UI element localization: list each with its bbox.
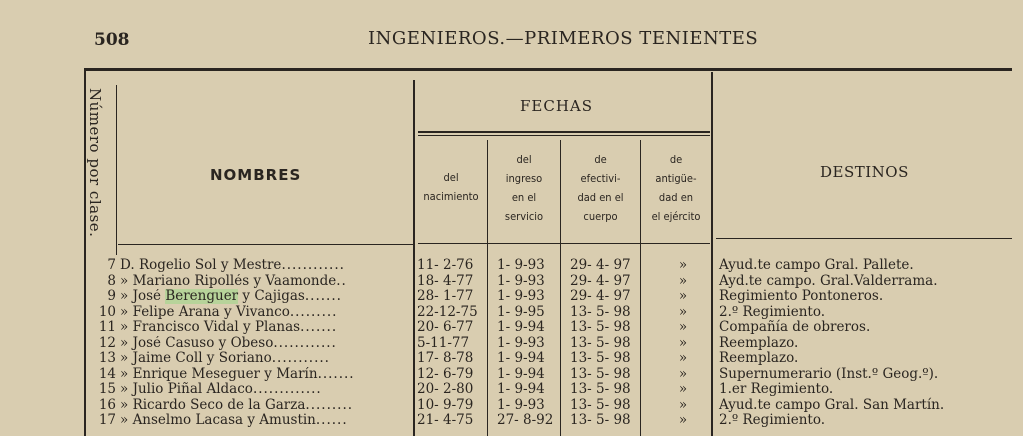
header-bottom-rule-fechas bbox=[418, 243, 710, 244]
numero-por-clase-header: Número por clase. bbox=[86, 88, 104, 238]
row-name-text: Julio Piñal Aldaco bbox=[132, 382, 253, 397]
row-name-text: Ricardo Seco de la Garza bbox=[132, 397, 306, 413]
row-destino: Supernumerario (Inst.º Geog.º). bbox=[719, 365, 939, 382]
row-name-part: y Cajigas bbox=[238, 289, 305, 304]
row-efectividad: 29- 4- 97 bbox=[570, 257, 631, 273]
row-antiguedad: » bbox=[678, 272, 688, 289]
row-nacimiento: 17- 8-78 bbox=[417, 350, 474, 366]
header-bottom-rule bbox=[118, 244, 414, 245]
row-name bbox=[120, 351, 410, 367]
row-destino: Ayud.te campo Gral. San Martín. bbox=[719, 396, 945, 413]
row-ingreso: 1- 9-93 bbox=[497, 257, 545, 273]
row-ingreso: 1- 9-94 bbox=[497, 381, 545, 397]
table-row bbox=[84, 336, 1012, 352]
subheader-efectividad: de efectivi- dad en el cuerpo bbox=[577, 153, 624, 223]
table-row bbox=[84, 305, 1012, 321]
row-number: 8 bbox=[107, 272, 116, 289]
row-antiguedad: » bbox=[678, 303, 688, 320]
top-rule bbox=[84, 68, 1012, 71]
row-number: 15 bbox=[98, 381, 116, 397]
row-leader-dots: ....... bbox=[304, 289, 342, 304]
row-leader-dots: ...... bbox=[315, 413, 348, 428]
row-efectividad: 13- 5- 98 bbox=[570, 319, 631, 335]
row-destino: Ayd.te campo. Gral.Valderrama. bbox=[719, 272, 938, 289]
row-ingreso: 1- 9-94 bbox=[497, 319, 545, 335]
row-leader-dots: ....... bbox=[317, 366, 355, 382]
row-number: 10 bbox=[98, 303, 116, 320]
row-prefix: D. bbox=[120, 258, 135, 273]
subheader-nacimiento: del nacimiento bbox=[423, 171, 479, 203]
subheader-antiguedad: de antigüe- dad en el ejército bbox=[651, 153, 701, 223]
column-divider-numero bbox=[116, 85, 117, 255]
row-name-text: Jaime Coll y Soriano bbox=[132, 351, 272, 366]
subheader-ingreso: del ingreso en el servicio bbox=[504, 153, 544, 223]
row-destino: Reemplazo. bbox=[719, 350, 799, 366]
row-number: 9 bbox=[107, 288, 116, 304]
table-body bbox=[84, 258, 1012, 429]
row-destino: Ayud.te campo Gral. Pallete. bbox=[719, 257, 914, 273]
row-prefix: » bbox=[120, 351, 129, 366]
row-ingreso: 1- 9-93 bbox=[497, 334, 545, 351]
row-name-text: Felipe Arana y Vivanco bbox=[132, 304, 290, 320]
row-number: 7 bbox=[107, 257, 116, 273]
row-name-text: Francisco Vidal y Planas bbox=[132, 320, 301, 335]
row-prefix: » bbox=[120, 273, 129, 289]
row-efectividad: 29- 4- 97 bbox=[570, 272, 631, 289]
row-number: 11 bbox=[98, 319, 116, 335]
row-prefix: » bbox=[120, 397, 129, 413]
row-name-text: Anselmo Lacasa y Amustin bbox=[132, 413, 316, 428]
row-ingreso: 1- 9-95 bbox=[497, 303, 545, 320]
row-name-text: Mariano Ripollés y Vaamonde bbox=[132, 273, 337, 289]
row-prefix: » bbox=[120, 304, 129, 320]
row-leader-dots: ............. bbox=[252, 382, 322, 397]
table-row bbox=[84, 413, 1012, 429]
row-destino: Compañía de obreros. bbox=[719, 319, 871, 335]
row-name bbox=[120, 382, 410, 398]
row-prefix: » bbox=[120, 366, 129, 382]
row-efectividad: 13- 5- 98 bbox=[570, 396, 631, 413]
row-efectividad: 13- 5- 98 bbox=[570, 350, 631, 366]
row-number: 16 bbox=[98, 396, 116, 413]
row-prefix: » bbox=[120, 413, 129, 428]
highlighted-name: Berenguer bbox=[165, 289, 239, 304]
row-leader-dots: ........... bbox=[271, 351, 330, 366]
row-name-text: Enrique Meseguer y Marín bbox=[132, 366, 318, 382]
row-ingreso: 1- 9-93 bbox=[497, 396, 545, 413]
row-prefix: » bbox=[120, 289, 129, 304]
header-bottom-rule-destinos bbox=[716, 238, 1012, 239]
row-efectividad: 13- 5- 98 bbox=[570, 334, 631, 351]
table-row bbox=[84, 289, 1012, 305]
row-name bbox=[120, 274, 410, 290]
row-nacimiento: 20- 2-80 bbox=[417, 381, 474, 397]
row-antiguedad: » bbox=[678, 396, 688, 413]
row-nacimiento: 28- 1-77 bbox=[417, 288, 474, 304]
row-nacimiento: 11- 2-76 bbox=[417, 257, 474, 273]
row-name bbox=[120, 305, 410, 321]
row-ingreso: 1- 9-93 bbox=[497, 288, 545, 304]
row-ingreso: 1- 9-94 bbox=[497, 350, 545, 366]
row-antiguedad: » bbox=[678, 412, 688, 428]
row-antiguedad: » bbox=[678, 319, 688, 335]
row-number: 13 bbox=[98, 350, 116, 366]
row-nacimiento: 21- 4-75 bbox=[417, 412, 474, 428]
row-ingreso: 27- 8-92 bbox=[497, 412, 554, 428]
nombres-header: NOMBRES bbox=[210, 166, 302, 184]
row-efectividad: 13- 5- 98 bbox=[570, 381, 631, 397]
row-efectividad: 13- 5- 98 bbox=[570, 412, 631, 428]
row-destino: Regimiento Pontoneros. bbox=[719, 288, 884, 304]
row-number: 17 bbox=[98, 412, 116, 428]
fechas-underline-2 bbox=[418, 135, 710, 136]
row-name bbox=[120, 367, 410, 383]
row-antiguedad: » bbox=[678, 365, 688, 382]
destinos-header: DESTINOS bbox=[820, 163, 909, 181]
row-leader-dots: .. bbox=[336, 273, 347, 289]
row-leader-dots: ......... bbox=[305, 397, 354, 413]
row-nacimiento: 20- 6-77 bbox=[417, 319, 474, 335]
row-name-part: José bbox=[132, 289, 166, 304]
row-antiguedad: » bbox=[678, 350, 688, 366]
row-number: 14 bbox=[98, 365, 116, 382]
row-leader-dots: ......... bbox=[289, 304, 338, 320]
row-antiguedad: » bbox=[678, 381, 688, 397]
row-prefix: » bbox=[120, 335, 129, 351]
row-name bbox=[120, 320, 410, 336]
page-number: 508 bbox=[94, 30, 130, 50]
table-row bbox=[84, 382, 1012, 398]
table-row bbox=[84, 367, 1012, 383]
row-name bbox=[120, 258, 410, 274]
row-destino: 2.º Regimiento. bbox=[719, 303, 826, 320]
row-nacimiento: 22-12-75 bbox=[417, 303, 478, 320]
row-ingreso: 1- 9-93 bbox=[497, 272, 545, 289]
table-row bbox=[84, 398, 1012, 414]
row-name bbox=[120, 336, 410, 352]
page-title: INGENIEROS.—PRIMEROS TENIENTES bbox=[368, 28, 759, 49]
row-destino: 2.º Regimiento. bbox=[719, 412, 826, 428]
row-leader-dots: ............ bbox=[273, 335, 337, 351]
row-nacimiento: 5-11-77 bbox=[417, 334, 470, 351]
row-destino: 1.er Regimiento. bbox=[719, 381, 834, 397]
table-row bbox=[84, 274, 1012, 290]
table-row bbox=[84, 258, 1012, 274]
row-antiguedad: » bbox=[678, 334, 688, 351]
row-destino: Reemplazo. bbox=[719, 334, 799, 351]
fechas-underline bbox=[418, 131, 710, 133]
row-nacimiento: 18- 4-77 bbox=[417, 272, 474, 289]
row-prefix: » bbox=[120, 320, 129, 335]
row-nacimiento: 12- 6-79 bbox=[417, 365, 474, 382]
fechas-header: FECHAS bbox=[520, 97, 594, 115]
row-name-text: Rogelio Sol y Mestre bbox=[138, 258, 282, 273]
row-ingreso: 1- 9-94 bbox=[497, 365, 545, 382]
row-name bbox=[120, 289, 410, 305]
table-row bbox=[84, 351, 1012, 367]
row-leader-dots: ............ bbox=[281, 258, 345, 273]
row-name bbox=[120, 413, 410, 429]
row-antiguedad: » bbox=[678, 257, 688, 273]
row-prefix: » bbox=[120, 382, 129, 397]
row-nacimiento: 10- 9-79 bbox=[417, 396, 474, 413]
row-efectividad: 13- 5- 98 bbox=[570, 303, 631, 320]
row-leader-dots: ....... bbox=[300, 320, 338, 335]
row-efectividad: 13- 5- 98 bbox=[570, 365, 631, 382]
row-efectividad: 29- 4- 97 bbox=[570, 288, 631, 304]
row-name bbox=[120, 398, 410, 414]
table-row bbox=[84, 320, 1012, 336]
row-number: 12 bbox=[98, 334, 116, 351]
row-antiguedad: » bbox=[678, 288, 688, 304]
row-name-text: José Casuso y Obeso bbox=[132, 335, 274, 351]
